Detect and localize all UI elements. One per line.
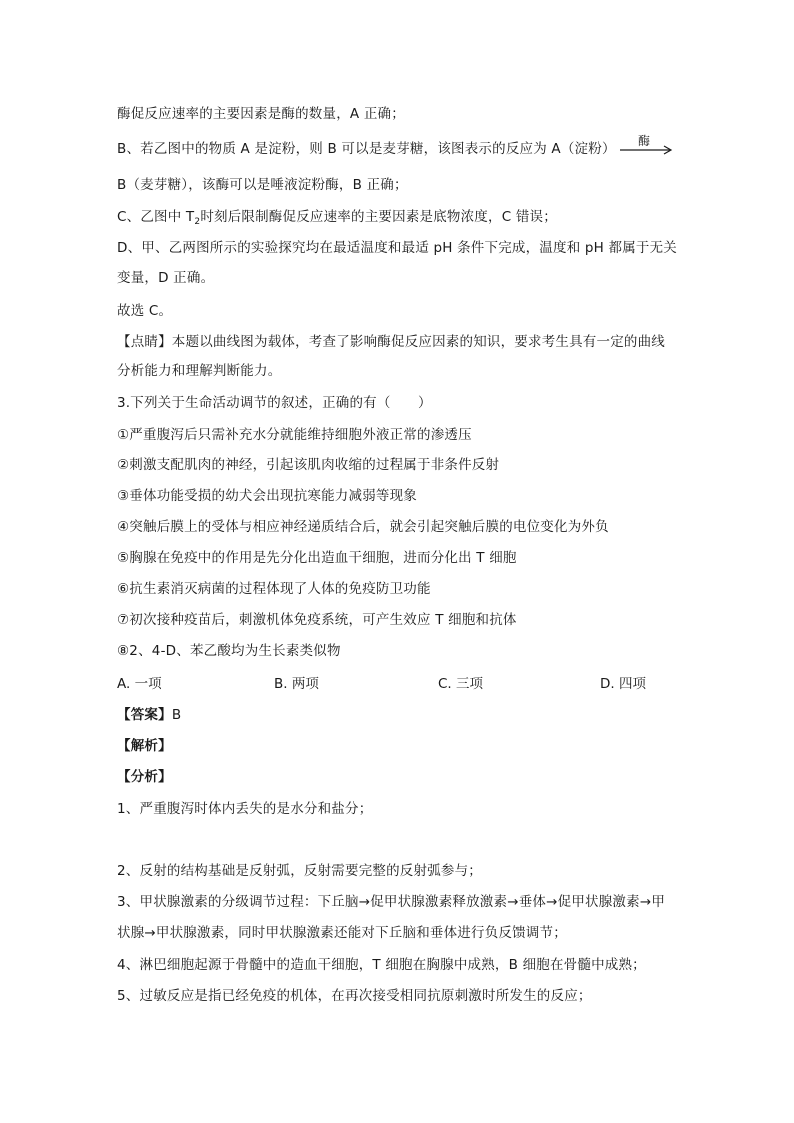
enzyme-label: 酶 xyxy=(638,134,651,148)
analysis-item: 4、淋巴细胞起源于骨髓中的造血干细胞，T 细胞在胸腺中成熟，B 细胞在骨髓中成熟； xyxy=(117,957,646,973)
text-line: 变量，D 正确。 xyxy=(117,270,215,286)
statement-item: ⑦初次接种疫苗后，刺激机体免疫系统，可产生效应 T 细胞和抗体 xyxy=(117,612,517,628)
answer-value: B xyxy=(171,707,182,723)
text-line: 故选 C。 xyxy=(117,303,173,319)
text-line: 【点睛】本题以曲线图为载体，考查了影响酶促反应因素的知识，要求考生具有一定的曲线 xyxy=(117,334,665,350)
statement-item: ⑥抗生素消灭病菌的过程体现了人体的免疫防卫功能 xyxy=(117,581,431,597)
option-a: A. 一项 xyxy=(117,676,162,692)
text-line: B（麦芽糖），该酶可以是唾液淀粉酶，B 正确； xyxy=(117,177,408,193)
analysis-item: 3、甲状腺激素的分级调节过程：下丘脑→促甲状腺激素释放激素→垂体→促甲状腺激素→甲 xyxy=(117,894,666,910)
statement-item: ②刺激支配肌肉的神经，引起该肌肉收缩的过程属于非条件反射 xyxy=(117,457,500,473)
analysis-item: 状腺→甲状腺激素，同时甲状腺激素还能对下丘脑和垂体进行负反馈调节； xyxy=(117,925,567,941)
analysis-item: 2、反射的结构基础是反射弧，反射需要完整的反射弧参与； xyxy=(117,863,482,879)
option-d: D. 四项 xyxy=(600,676,646,692)
text-line xyxy=(117,207,557,232)
text-line: B、若乙图中的物质 A 是淀粉，则 B 可以是麦芽糖，该图表示的反应为 A（淀粉） xyxy=(117,141,616,157)
analysis-item: 1、严重腹泻时体内丢失的是水分和盐分； xyxy=(117,801,373,817)
fenxi-label: 【分析】 xyxy=(117,769,172,785)
statement-item: ⑧2、4-D、苯乙酸均为生长素类似物 xyxy=(117,643,341,659)
text-line: 酶促反应速率的主要因素是酶的数量，A 正确； xyxy=(117,106,405,122)
option-c: C. 三项 xyxy=(438,676,484,692)
analysis-item: 5、过敏反应是指已经免疫的机体，在再次接受相同抗原刺激时所发生的反应； xyxy=(117,988,592,1004)
text-segment: 时刻后限制酶促反应速率的主要因素是底物浓度，C 错误； xyxy=(200,209,557,225)
statement-item: ④突触后膜上的受体与相应神经递质结合后，就会引起突触后膜的电位变化为外负 xyxy=(117,519,609,535)
option-b: B. 两项 xyxy=(274,676,319,692)
answer-label: 【答案】 xyxy=(117,707,172,723)
question-title: 3.下列关于生命活动调节的叙述，正确的有（ ） xyxy=(117,395,432,411)
statement-item: ③垂体功能受损的幼犬会出现抗寒能力减弱等现象 xyxy=(117,488,418,504)
reaction-arrow xyxy=(620,135,674,161)
statement-item: ⑤胸腺在免疫中的作用是先分化出造血干细胞，进而分化出 T 细胞 xyxy=(117,550,517,566)
arrow-icon xyxy=(620,145,674,155)
analysis-label: 【解析】 xyxy=(117,738,172,754)
text-segment: C、乙图中 T xyxy=(117,209,195,225)
text-line: D、甲、乙两图所示的实验探究均在最适温度和最适 pH 条件下完成，温度和 pH 都属于无关 xyxy=(117,240,678,256)
subscript: 2 xyxy=(194,217,201,227)
text-line: 分析能力和理解判断能力。 xyxy=(117,363,282,379)
answer-line xyxy=(117,705,181,725)
statement-item: ①严重腹泻后只需补充水分就能维持细胞外液正常的渗透压 xyxy=(117,427,472,443)
